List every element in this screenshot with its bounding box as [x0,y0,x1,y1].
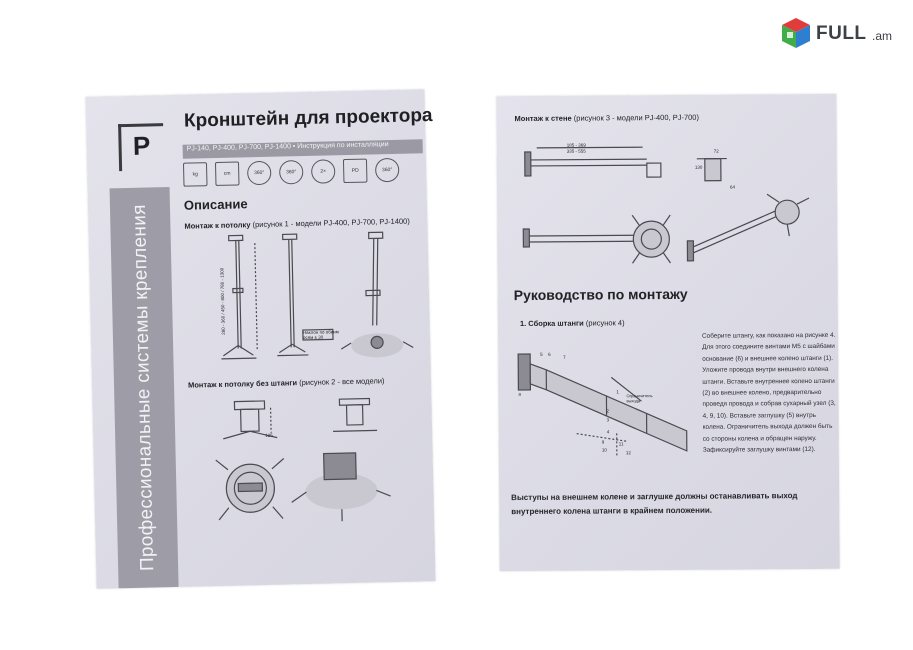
callout-11: 11 [618,441,624,447]
fig3-side-a: 72 [713,148,719,154]
instruction-page-right [496,94,839,571]
assembly-instructions: Соберите штангу, как показано на рисунке 4. Для этого соедините винтами М5 с шайбами основание (6) и внешнее колено штанги (1). Уложите провода внутри внешнего колена штанги. Вставьте внутреннее колено штанги (2) во внешнее колено, предварительно проведя провода и собрав сухарный узел (3, 4, 9, 10). Вставьте заглушку (5) внутрь колена. Ограничитель выхода должен быть со стороны колена и обращен наружу. Зафиксируйте заглушку винтами (12). [702,331,836,454]
swivel-spec-icon: 360° [279,160,304,185]
wall-mount-figure [517,132,828,274]
brand-logo[interactable] [778,15,903,51]
tilt-spec-icon: 360° [375,158,400,183]
callout-7: 7 [563,354,566,360]
callout-12: 12 [625,450,631,456]
ceiling-mount-figure [199,229,422,374]
fig1-dimensions: 280 - 360 / 450 - 800 / 780 - 1300 [219,267,226,335]
no-rod-label: Монтаж к потолку без штанги [187,378,298,390]
rotation-spec-icon: 360° [247,161,272,186]
assembly-warning-note: Выступы на внешнем колене и заглушке должны останавливать выход внутреннего колена штанги в крайнем положении. [511,491,798,517]
no-rod-note: (рисунок 2 - все модели) [299,376,385,388]
callout-3: 3 [606,417,610,423]
callout-4: 4 [606,429,610,435]
callout-1: 1 [616,389,619,395]
spec-icons [183,157,424,190]
model-spec-icon: PD [343,159,368,184]
section-heading-description: Описание [183,196,248,213]
exit-limiter-label: Ограничитель выхода [626,393,653,404]
fig3-side-c: 64 [729,184,736,190]
step-1-label: 1. Сборка штанги [519,318,584,329]
wall-mount-note: (рисунок 3 - модели PJ-400, PJ-700) [573,112,699,123]
page-subtitle: PJ-140, PJ-400, PJ-700, PJ-1400 • Инструкция по инсталляции [186,141,389,153]
brand-name: FULL [816,23,867,44]
callout-9: 9 [601,439,605,445]
ceiling-mount-label: Монтаж к потолку [184,220,251,231]
extension-spec-icon: 2× [311,159,336,184]
wall-mount-caption [514,113,699,123]
fig3-dimension-a: 185 - 369 [566,142,586,148]
section-heading-assembly: Руководство по монтажу [513,285,688,304]
weight-spec-icon: kg [183,162,208,187]
fig3-side-b: 130 [694,164,703,170]
no-rod-mount-figure [204,389,427,534]
callout-6: 6 [548,351,551,357]
instruction-page-left [85,89,435,589]
callout-5: 5 [540,351,543,357]
fig3-dimension-b: 335 - 555 [566,148,586,154]
page-title: Кронштейн для проектора [183,105,433,132]
callout-2: 2 [606,408,610,414]
step-1-caption [520,318,625,328]
brand-domain: .am [872,29,893,43]
side-banner [110,187,179,588]
fig1-tilt-note: Наклон по обеим осям ± 30 [302,329,339,341]
step-1-note: (рисунок 4) [585,318,625,328]
side-banner-text: Профессиональные системы крепления [128,204,159,572]
ceiling-mount-note: (рисунок 1 - модели PJ-400, PJ-700, PJ-1400) [252,216,410,230]
logo-letter: P [132,130,151,161]
wall-mount-label: Монтаж к стене [514,113,572,124]
ceiling-mount-no-rod-caption [188,376,385,389]
ceiling-mount-caption [184,217,410,231]
fig2-dimension: 125 [265,432,273,438]
size-spec-icon: cm [215,161,240,186]
callout-8: 8 [518,392,521,398]
callout-10: 10 [601,447,607,453]
cube-logo-icon [778,15,814,51]
